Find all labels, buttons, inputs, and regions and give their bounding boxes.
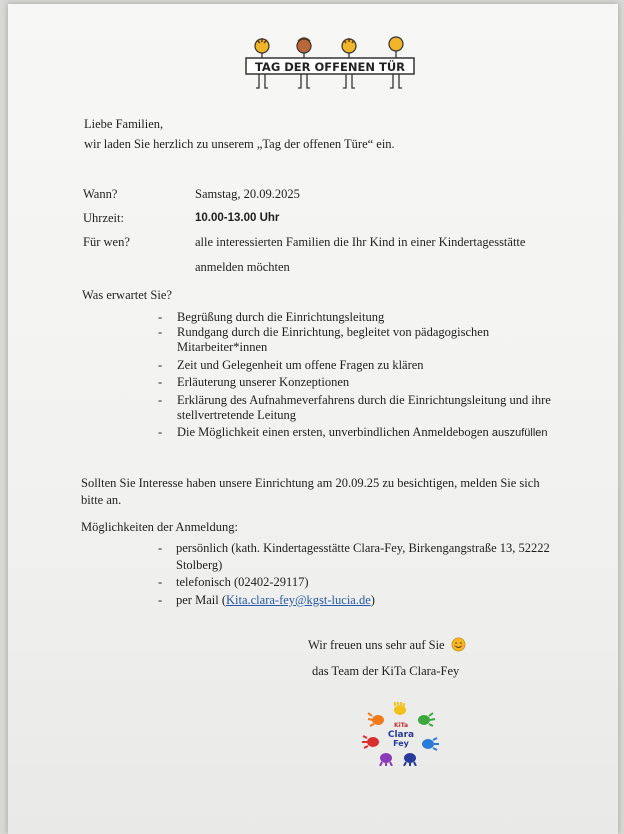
list-bullet: - xyxy=(158,325,163,339)
list-item: Rundgang durch die Einrichtung, begleitet von pädagogischen xyxy=(177,325,490,339)
list-item: Erklärung des Aufnahmeverfahrens durch die Einrichtungsleitung und ihre xyxy=(177,393,551,407)
closing-line xyxy=(308,637,466,653)
registration-heading: Möglichkeiten der Anmeldung: xyxy=(81,520,238,534)
banner-text: TAG DER OFFENEN TÜR xyxy=(254,60,406,74)
for-whom-value: alle interessierten Familien die Ihr Kind in einer Kindertagesstätte xyxy=(195,235,526,249)
when-value: Samstag, 20.09.2025 xyxy=(195,187,300,201)
for-whom-label: Für wen? xyxy=(83,235,130,249)
hand-blue-icon xyxy=(422,738,439,750)
mail-suffix: ) xyxy=(370,593,375,607)
when-label: Wann? xyxy=(83,187,118,201)
greeting-line: Liebe Familien, xyxy=(84,117,164,131)
closing-text: Wir freuen uns sehr auf Sie xyxy=(308,638,445,652)
list-bullet: - xyxy=(158,310,163,324)
list-bullet: - xyxy=(158,575,163,589)
kita-clara-fey-logo xyxy=(360,702,440,766)
list-item: Erläuterung unserer Konzeptionen xyxy=(177,375,350,389)
list-bullet: - xyxy=(158,358,163,372)
interest-line: Sollten Sie Interesse haben unsere Einrichtung am 20.09.25 zu besichtigen, melden Sie sich xyxy=(81,476,540,490)
hand-purple-icon xyxy=(380,753,392,766)
open-day-banner-logo xyxy=(240,36,420,94)
logo-name-line2: Fey xyxy=(393,739,409,748)
email-link[interactable]: Kita.clara-fey@kgst-lucia.de xyxy=(225,593,371,607)
hand-red-icon xyxy=(362,736,379,748)
invitation-line: wir laden Sie herzlich zu unserem „Tag der offenen Türe“ ein. xyxy=(84,137,395,151)
list-bullet: - xyxy=(158,425,163,439)
list-item xyxy=(177,425,548,441)
hand-green-icon xyxy=(418,713,435,726)
hand-yellow-icon xyxy=(394,702,406,715)
list-item-cont: Stolberg) xyxy=(176,558,223,572)
list-item: Begrüßung durch die Einrichtungsleitung xyxy=(177,310,385,324)
interest-line-cont: bitte an. xyxy=(81,493,122,507)
mail-prefix: per Mail ( xyxy=(176,593,226,607)
list-bullet: - xyxy=(158,593,163,607)
logo-name-line1: Clara xyxy=(387,730,415,740)
time-label: Uhrzeit: xyxy=(83,211,124,225)
smiley-icon xyxy=(451,637,466,652)
hand-orange-icon xyxy=(368,713,384,726)
list-item-text-end: auszufüllen xyxy=(491,427,548,439)
flyer-page xyxy=(8,4,618,834)
list-item xyxy=(176,593,375,608)
list-bullet: - xyxy=(158,393,163,407)
list-item: telefonisch (02402-29117) xyxy=(176,575,309,589)
list-item: Zeit und Gelegenheit um offene Fragen zu klären xyxy=(177,358,424,372)
list-item-cont: Mitarbeiter*innen xyxy=(177,340,268,354)
expect-heading: Was erwartet Sie? xyxy=(82,288,172,302)
list-item: persönlich (kath. Kindertagesstätte Clara-Fey, Birkengangstraße 13, 52222 xyxy=(176,541,550,555)
list-item-cont: stellvertretende Leitung xyxy=(177,408,297,422)
hand-navy-icon xyxy=(404,753,416,766)
list-bullet: - xyxy=(158,541,163,555)
list-bullet: - xyxy=(158,375,163,389)
logo-kita-text: KiTa xyxy=(393,722,409,729)
team-signature: das Team der KiTa Clara-Fey xyxy=(312,664,460,678)
time-value: 10.00-13.00 Uhr xyxy=(195,212,280,224)
list-item-text: Die Möglichkeit einen ersten, unverbindlichen Anmeldebogen xyxy=(177,425,489,439)
for-whom-value-cont: anmelden möchten xyxy=(195,260,290,274)
